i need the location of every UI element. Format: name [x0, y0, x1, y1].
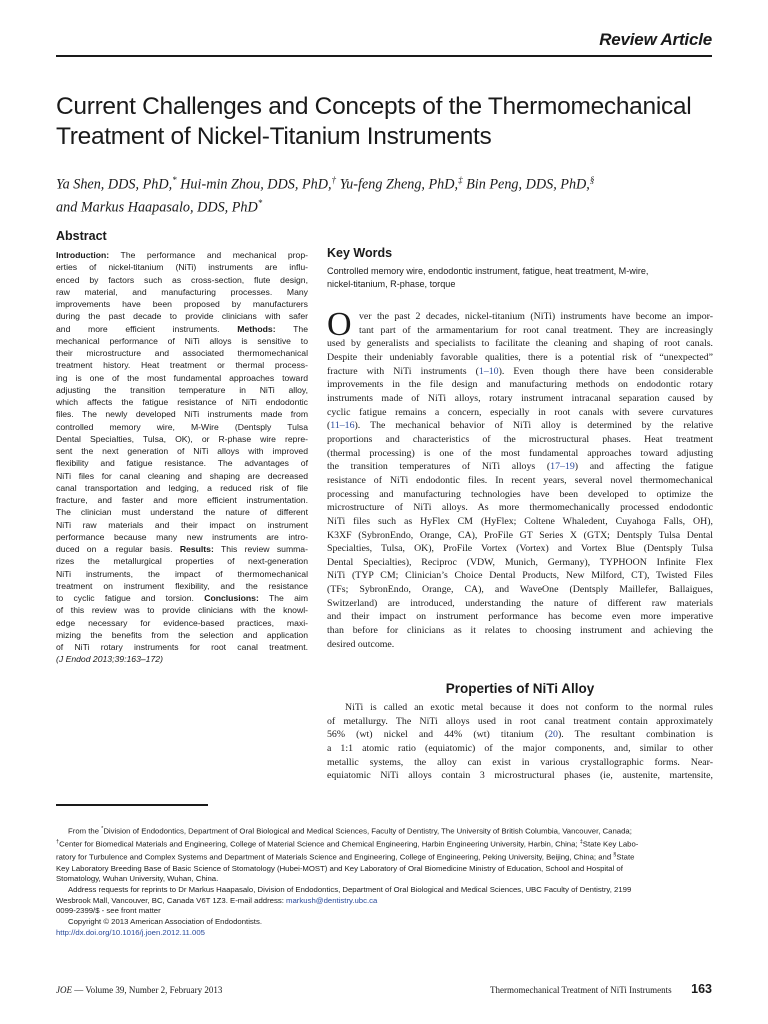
article-type-label: Review Article [599, 30, 712, 49]
abstract-heading: Abstract [56, 229, 107, 243]
page-number: 163 [691, 982, 712, 996]
reference-link[interactable]: 1–10 [478, 365, 499, 377]
reference-link[interactable]: 17–19 [550, 461, 575, 473]
reference-link[interactable]: 11–16 [330, 420, 355, 432]
introduction-text: O ver the past 2 decades, nickel-titanium (NiTi) instruments have become an impor- tant part of the armamentarium for root canal treatment. They are increasingly used by generalists and specialists to facilitate the cleaning and shaping of root canals. Despite their undeniably favorable qualities, there is a potential risk of “unexpected” fracture with NiTi instruments (1–10). Even though there have been considerable improvements in the file design and manufacturing methods on endodontic rotary instruments made of NiTi alloys, rotary instrument intracanal separation caused by cyclic fatigue remains a concern, especially in root canals with severe curvatures (11–16). The mechanical behavior of NiTi alloy is determined by the relative proportions and characteristics of the microstructural phases. Heat treatment (thermal processing) is one of the most fundamental approaches toward adjusting the transition temperatures of NiTi alloys (17–19) and affecting the fatigue resistance of NiTi endodontic files. In recent years, several novel thermomechanical processing and manufacturing technologies have been developed to optimize the microstructure of NiTi alloys. As more thermomechanically processed endodontic NiTi files such as HyFlex CM (HyFlex; Coltene Whaledent, Cuyahoga Falls, OH), K3XF (SybronEndo, Orange, CA), ProFile GT Series X (GTX; Dentsply Tulsa Dental Specialties, Tulsa, OK), ProFile Vortex (Vortex) and Vortex Blue (Dentsply Tulsa Dental Specialties), Reciproc (VDW, Munich, Germany), TYPHOON Infinite Flex NiTi (TYP CM; Clinician’s Choice Dental Products, New Milford, CT), Twisted Files (TFs; SybronEndo, Orange, CA), and WaveOne (Dentsply Maillefer, Ballaigues, Switzerland) are introduced, understanding the nature of different raw materials and their impact on instrument performance has become even more imperative than before for clinicians as it relates to choosing instrument and achieving the desired outcome. [327, 306, 713, 650]
footnote-rule [56, 804, 208, 806]
article-title [56, 92, 716, 152]
author-line: and Markus Haapasalo, DDS, PhD* [56, 197, 263, 216]
running-title: Thermomechanical Treatment of NiTi Instruments [490, 985, 672, 995]
author-list [56, 171, 716, 216]
journal-issue: JOE — Volume 39, Number 2, February 2013 [56, 985, 223, 995]
keywords-heading: Key Words [327, 246, 393, 260]
journal-citation: (J Endod 2013;39:163–172) [56, 654, 163, 665]
keywords-text: Controlled memory wire, endodontic instrument, fatigue, heat treatment, M-wire, nickel-titanium, R-phase, torque [327, 266, 649, 289]
title-line: Current Challenges and Concepts of the Thermomechanical [56, 93, 692, 120]
email-link[interactable]: markush@dentistry.ubc.ca [286, 895, 378, 905]
reference-link[interactable]: 20 [548, 729, 558, 741]
footnotes: From the *Division of Endodontics, Department of Oral Biological and Medical Sciences, Faculty of Dentistry, The University of British Columbia, Vancouver, Canada; †Center for Biomedical Materials and Engineering, College of Material Science and Chemical Engineering, Harbin Engineering University, Harbin, China; ‡State Key Labo- ratory for Turbulence and Complex Systems and Department of Materials Science and Engineering, College of Engineering, Peking University, Beijing, China; and §State Key Laboratory Breeding Base of Basic Science of Stomatology (Hubei-MOST) and Key Laboratory of Oral Biomedicine Ministry of Education, School and Hospital of Stomatology, Wuhan University, Wuhan, China. Address requests for reprints to Dr Markus Haapasalo, Division of Endodontics, Department of Oral Biological and Medical Sciences, UBC Faculty of Dentistry, 2199 Wesbrook Mall, Vancouver, BC, Canada V6T 1Z3. E-mail address: markush@dentistry.ubc.ca 0099-2399/$ - see front matter Copyright © 2013 American Association of Endodontists. http://dx.doi.org/10.1016/j.joen.2012.11.005 [56, 826, 639, 937]
abstract-text: Introduction: The performance and mechanical prop- erties of nickel-titanium (NiTi) instruments are influ- enced by factors such as cross-section, flute design, raw material, and manufacturing processes. Many improvements have been proposed by manufacturers during the past decade to provide clinicians with safer and more efficient instruments. Methods: The mechanical performance of NiTi alloys is sensitive to their microstructure and associated thermomechanical treatment history. Heat treatment or thermal process- ing is one of the most fundamental approaches toward adjusting the transition temperature in NiTi alloy, which affects the fatigue resistance of NiTi endodontic files. The newly developed NiTi instruments made from controlled memory wire, M-Wire (Dentsply Tulsa Dental Specialties, Tulsa, OK), or R-phase wire repre- sent the next generation of NiTi alloys with improved flexibility and fatigue resistance. The advantages of NiTi files for canal cleaning and shaping are decreased canal transportation and ledging, a reduced risk of file fracture, and faster and more efficient instrumentation. The clinician must understand the nature of different NiTi raw materials and their impact on instrument performance because many new instruments are intro- duced on a regular basis. Results: This review summa- rizes the metallurgical properties of next-generation NiTi instruments, the impact of thermomechanical treatment on instrument flexibility, and the resistance to cyclic fatigue and torsion. Conclusions: The aim of this review was to provide clinicians with the knowl- edge necessary for evidence-based practices, maxi- mizing the benefits from the selection and application of NiTi rotary instruments for root canal treatment. (J Endod 2013;39:163–172) [56, 250, 309, 665]
drop-cap: O [327, 306, 352, 343]
doi-link[interactable]: http://dx.doi.org/10.1016/j.joen.2012.11.005 [56, 927, 205, 937]
section-heading: Properties of NiTi Alloy [445, 681, 595, 696]
header-rule [56, 55, 712, 57]
title-line: Treatment of Nickel-Titanium Instruments [56, 123, 492, 150]
properties-text: NiTi is called an exotic metal because it does not conform to the normal rules of metallurgy. The NiTi alloys used in root canal treatment contain approximately 56% (wt) nickel and 44% (wt) titanium (20). The resultant combination is a 1:1 atomic ratio (equiatomic) of the major components, and, similar to other metallic systems, the alloy can exist in various crystallographic forms. Near- equiatomic NiTi alloys contain 3 microstructural phases (ie, austenite, martensite, [327, 702, 713, 782]
author-line: Ya Shen, DDS, PhD,* Hui-min Zhou, DDS, PhD,† Yu-feng Zheng, PhD,‡ Bin Peng, DDS, PhD,§ [56, 175, 595, 193]
